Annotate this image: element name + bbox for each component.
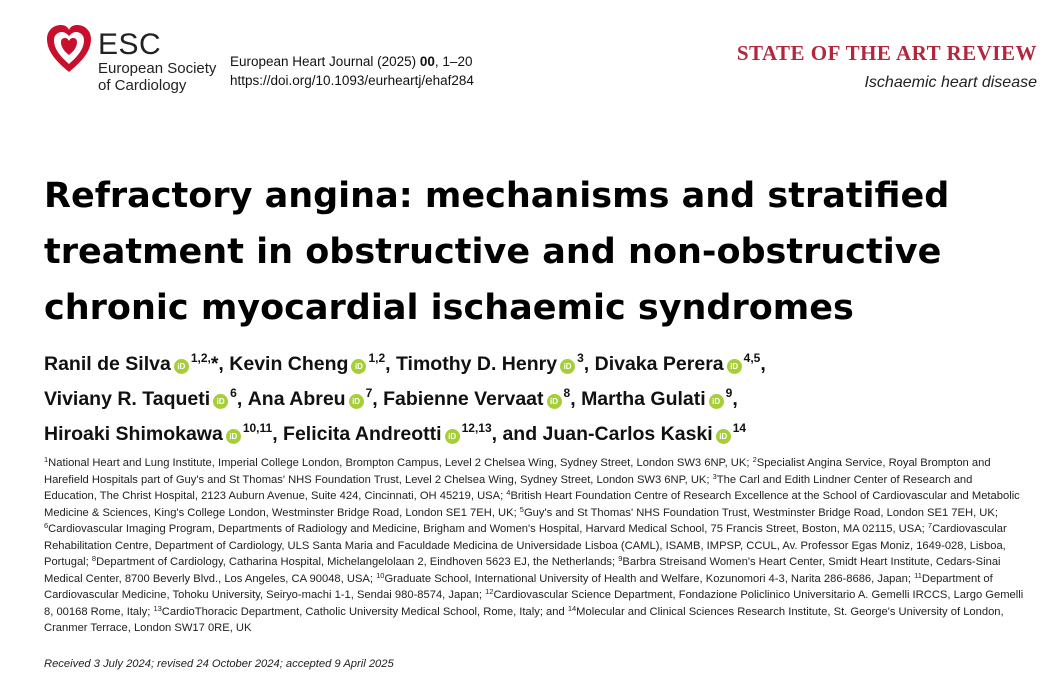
affiliation-text: Cardiovascular Imaging Program, Departments of Radiology and Medicine, Brigham and Women's Hospital, Harvard Medical School, 75 Francis Street, Boston, MA 02115, USA; bbox=[48, 523, 928, 535]
author bbox=[44, 388, 248, 410]
author-name[interactable]: Timothy D. Henry bbox=[395, 353, 558, 375]
affiliations bbox=[44, 455, 1026, 637]
author-separator: , bbox=[583, 353, 595, 375]
author-affiliation-number: 14 bbox=[732, 421, 747, 435]
orcid-icon[interactable]: iD bbox=[727, 359, 742, 374]
affiliation-text: Guy's and St Thomas' NHS Foundation Trust, Westminster Bridge Road, London SE1 7EH, UK; bbox=[523, 506, 998, 519]
received-dates: Received 3 July 2024; revised 24 October 2024; accepted 9 April 2025 bbox=[44, 658, 394, 670]
affiliation-text: Molecular and Clinical Sciences Research Institute, St. George's University of London, Cranmer Terrace, London SW17 0RE, UK bbox=[44, 605, 1004, 634]
author-separator: , bbox=[372, 388, 384, 410]
author-separator: , bbox=[570, 388, 582, 410]
affiliation-text: British Heart Foundation Centre of Research Excellence at the School of Cardiovascular and Metabolic Medicine & Sciences, King's College London, Westminster Bridge Road, London SE1 7EH, UK; bbox=[44, 490, 1020, 519]
author-affiliation-number: 12,13 bbox=[461, 421, 492, 435]
author-separator: , bbox=[732, 388, 738, 410]
author-affiliation-number: 9 bbox=[725, 386, 733, 400]
author-name[interactable]: Fabienne Vervaat bbox=[383, 388, 544, 410]
affiliation-text: CardioThoracic Department, Catholic University Medical School, Rome, Italy; bbox=[161, 605, 547, 618]
orcid-icon[interactable]: iD bbox=[349, 394, 364, 409]
author-name[interactable]: Divaka Perera bbox=[594, 353, 724, 375]
author bbox=[543, 423, 747, 445]
affiliation-item bbox=[44, 457, 753, 469]
author-name[interactable]: Kevin Cheng bbox=[229, 353, 349, 375]
affiliation-number: 7 bbox=[927, 521, 933, 530]
journal-pages: , 1–20 bbox=[434, 54, 473, 69]
author bbox=[229, 353, 396, 375]
author bbox=[581, 388, 738, 410]
author-separator: , bbox=[236, 388, 248, 410]
affiliation-text: Department of Cardiovascular Medicine, Tohoku University, Seiryo-machi 1-1, Sendai 980-8574, Japan; bbox=[44, 572, 993, 601]
author-separator: *, bbox=[210, 353, 230, 375]
orcid-icon[interactable]: iD bbox=[709, 394, 724, 409]
affiliation-item bbox=[44, 523, 928, 535]
author-affiliation-number: 7 bbox=[365, 386, 373, 400]
author-name[interactable]: Viviany R. Taqueti bbox=[44, 388, 211, 410]
orcid-icon[interactable]: iD bbox=[716, 429, 731, 444]
affiliation-number: 10 bbox=[376, 570, 385, 580]
orcid-icon[interactable]: iD bbox=[226, 429, 241, 444]
affiliation-number: 8 bbox=[91, 554, 97, 563]
author-name[interactable]: Ana Abreu bbox=[247, 388, 346, 410]
author-name[interactable]: Ranil de Silva bbox=[44, 353, 171, 375]
affiliation-text: Department of Cardiology, Catharina Hospital, Michelangelolaan 2, Eindhoven 5623 EJ, the Netherlands; bbox=[96, 556, 619, 568]
affiliation-number: 4 bbox=[506, 488, 511, 497]
affiliation-number: 9 bbox=[618, 554, 623, 563]
affiliation-text: National Heart and Lung Institute, Imperial College London, Brompton Campus, Level 2 Chelsea Wing, Sydney Street, London SW3 6NP, UK; bbox=[48, 457, 753, 469]
affiliation-item bbox=[376, 570, 915, 585]
orcid-icon[interactable]: iD bbox=[547, 394, 562, 409]
author-name[interactable]: Felicita Andreotti bbox=[283, 423, 442, 445]
affiliation-number: 1 bbox=[44, 455, 49, 464]
author-affiliation-number: 8 bbox=[563, 386, 571, 400]
article-topic: Ischaemic heart disease bbox=[864, 74, 1037, 91]
affiliation-item bbox=[519, 504, 998, 519]
author-separator: , bbox=[760, 353, 766, 375]
author-name[interactable]: Martha Gulati bbox=[581, 388, 706, 410]
affiliation-number: 14 bbox=[567, 603, 577, 613]
affiliation-item bbox=[153, 603, 547, 618]
author-affiliation-number: 1,2 bbox=[368, 351, 386, 365]
author-separator: , bbox=[272, 423, 284, 445]
title-line: Refractory angina: mechanisms and stratified bbox=[44, 176, 950, 216]
author bbox=[44, 423, 283, 445]
affiliation-text: Barbra Streisand Women's Heart Center, Smidt Heart Institute, Cedars-Sinai Medical Center, 8700 Beverly Blvd., Los Angeles, CA 90048, USA; bbox=[44, 556, 1001, 585]
author-separator: , and bbox=[491, 423, 543, 445]
affiliation-text: Cardiovascular Science Department, Fondazione Policlinico Universitario A. Gemelli IRCCS, Largo Gemelli 8, 00168 Rome, Italy; bbox=[44, 589, 1024, 618]
author-name[interactable]: Hiroaki Shimokawa bbox=[44, 423, 223, 445]
article-type: STATE OF THE ART REVIEW bbox=[736, 41, 1037, 65]
affiliation-number: 2 bbox=[752, 455, 757, 464]
title-line: chronic myocardial ischaemic syndromes bbox=[44, 288, 854, 328]
author-affiliation-number: 10,11 bbox=[242, 421, 273, 435]
author-separator: , bbox=[385, 353, 396, 375]
author bbox=[396, 353, 595, 375]
author bbox=[283, 423, 543, 445]
esc-heart-logo-icon bbox=[44, 22, 94, 74]
title-line: treatment in obstructive and non-obstructive bbox=[44, 232, 942, 272]
affiliation-text: Specialist Angina Service, Royal Brompton and Harefield Hospitals part of Guy's and St Thomas' NHS Foundation Trust, Level 2 Chelsea Wing, Sydney Street, London SW3 6NP, UK; bbox=[44, 457, 991, 486]
author-affiliation-number: 6 bbox=[230, 386, 237, 400]
journal-name: European Heart Journal (2025) bbox=[230, 54, 417, 69]
author-affiliation-number: 3 bbox=[577, 351, 584, 365]
affiliation-text: The Carl and Edith Lindner Center of Research and Education, The Christ Hospital, 2123 Auburn Avenue, Suite 424, Cincinnati, OH 45219, USA; bbox=[44, 473, 973, 502]
author bbox=[595, 353, 766, 375]
affiliation-number: 3 bbox=[712, 471, 717, 481]
affiliation-text: Graduate School, International University of Health and Welfare, Kozunomori 4-3, Narita 286-8686, Japan; bbox=[384, 572, 915, 585]
society-name-line-1: European Society bbox=[98, 60, 217, 77]
doi-link[interactable]: https://doi.org/10.1093/eurheartj/ehaf284 bbox=[230, 73, 474, 88]
affiliation-number: 6 bbox=[44, 521, 49, 530]
orcid-icon[interactable]: iD bbox=[213, 394, 228, 409]
author-name[interactable]: Juan-Carlos Kaski bbox=[542, 423, 713, 445]
author-affiliation-number: 4,5 bbox=[743, 351, 761, 365]
affiliation-number: 5 bbox=[519, 504, 524, 514]
society-name-line-2: of Cardiology bbox=[98, 77, 187, 94]
author bbox=[44, 353, 229, 375]
society-abbreviation: ESC bbox=[98, 28, 162, 61]
society-name bbox=[98, 30, 216, 94]
affiliation-conjunction: and bbox=[546, 605, 568, 618]
orcid-icon[interactable]: iD bbox=[445, 429, 460, 444]
author-list bbox=[44, 344, 1044, 449]
affiliation-text: Cardiovascular Rehabilitation Centre, Department of Cardiology, ULS Santa Maria and Faculdade Medicina de Universidade Lisboa (CAML), ISAMB, IMPSP, CCUL, Av. Professor Egas Moniz, 1649-028, Lisboa, Portugal; bbox=[44, 523, 1007, 568]
author-affiliation-number: 1,2, bbox=[190, 351, 211, 365]
orcid-icon[interactable]: iD bbox=[174, 359, 189, 374]
affiliation-number: 13 bbox=[153, 603, 162, 613]
affiliation-item bbox=[92, 556, 618, 568]
orcid-icon[interactable]: iD bbox=[560, 359, 575, 374]
journal-reference bbox=[230, 52, 474, 71]
author bbox=[248, 388, 383, 410]
journal-volume: 00 bbox=[419, 54, 435, 69]
orcid-icon[interactable]: iD bbox=[351, 359, 366, 374]
article-title bbox=[44, 168, 1044, 336]
journal-citation bbox=[230, 52, 474, 90]
affiliation-number: 12 bbox=[485, 587, 494, 596]
author bbox=[383, 388, 581, 410]
affiliation-number: 11 bbox=[914, 570, 922, 580]
